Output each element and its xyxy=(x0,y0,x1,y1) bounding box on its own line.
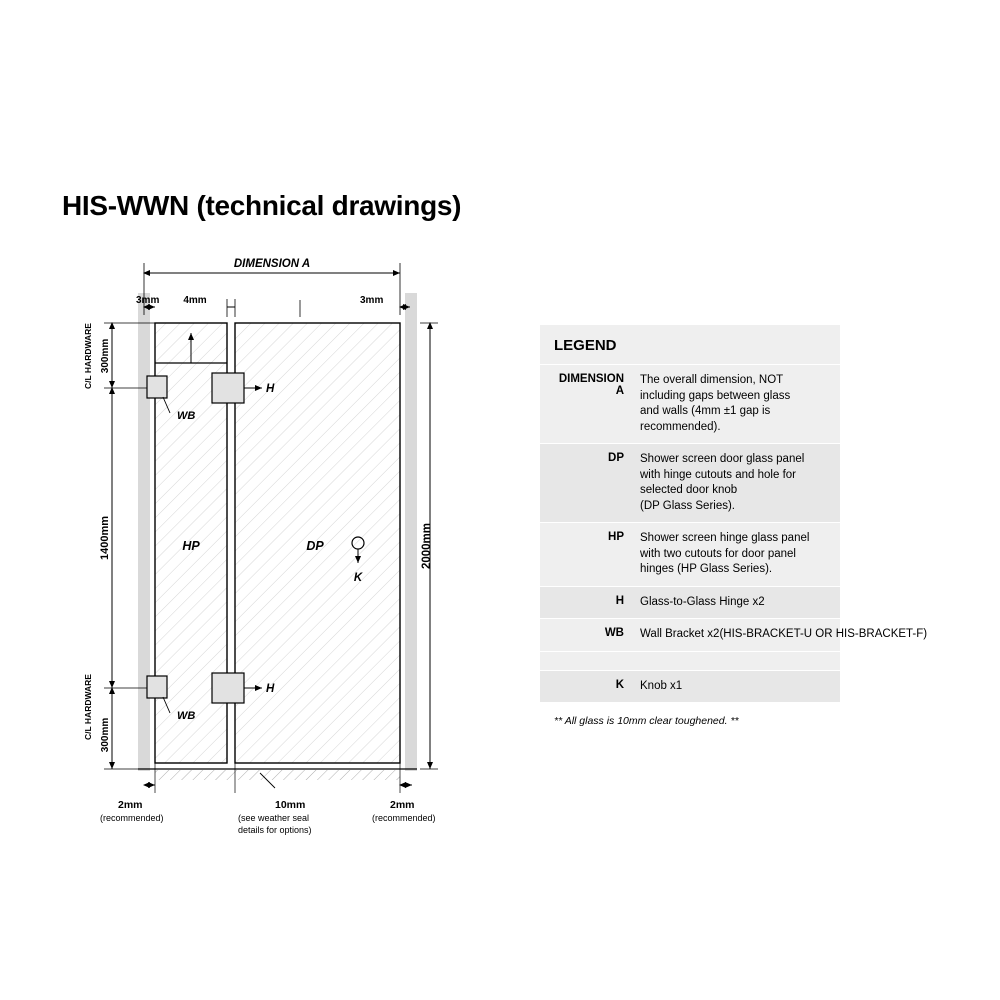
wall-bracket-bottom xyxy=(147,676,167,698)
legend-panel xyxy=(540,325,928,728)
wb-bottom-label: WB xyxy=(177,710,196,722)
legend-row xyxy=(540,619,928,652)
legend-value xyxy=(632,365,840,443)
legend-row xyxy=(540,444,840,523)
legend-row xyxy=(540,365,840,444)
dimension-a-label: DIMENSION A xyxy=(233,258,311,270)
legend-note: ** All glass is 10mm clear toughened. ** xyxy=(540,703,840,727)
legend-key: K xyxy=(615,678,624,691)
bottom-right-value: 2mm xyxy=(390,799,415,811)
wb-top-label: WB xyxy=(177,410,196,422)
legend-value-line: hinges (HP Glass Series). xyxy=(640,563,773,576)
legend-value-line: (DP Glass Series). xyxy=(640,499,736,512)
gap-right-label: 3mm xyxy=(360,295,384,306)
legend-key: H xyxy=(615,594,624,607)
legend-key: WB xyxy=(604,627,624,640)
legend-value: Knob x1 xyxy=(640,679,683,692)
wall-left xyxy=(138,293,150,771)
legend-value-line: selected door knob xyxy=(640,484,738,497)
hinge-top-label: H xyxy=(266,383,275,395)
legend-value-line: and walls (4mm ±1 gap is xyxy=(640,405,771,418)
legend-value xyxy=(632,444,840,522)
bottom-left-note: (recommended) xyxy=(100,813,164,823)
legend-value-line: Shower screen door glass panel xyxy=(640,453,805,466)
offset-top-label: 300mm xyxy=(100,338,111,374)
legend-value: Wall Bracket x2(HIS-BRACKET-U OR HIS-BRACKET-F) xyxy=(640,628,928,641)
page-title: HIS-WWN (technical drawings) xyxy=(62,190,462,221)
panel-dp-label: DP xyxy=(306,539,324,553)
bottom-mid-note-1: (see weather seal xyxy=(238,813,310,823)
legend-row xyxy=(540,523,840,587)
cl-hardware-bottom-label: C/L HARDWARE xyxy=(83,674,93,740)
drawing-svg xyxy=(60,245,520,845)
wall-right xyxy=(405,293,417,771)
legend-value-line: Shower screen hinge glass panel xyxy=(640,532,810,545)
gap-left-label: 3mm xyxy=(136,295,160,306)
legend-key: DIMENSION A xyxy=(558,373,624,397)
legend-value xyxy=(632,523,840,586)
legend-row xyxy=(540,587,840,620)
legend-value-line: recommended). xyxy=(640,420,721,433)
legend-value-line: with two cutouts for door panel xyxy=(640,547,796,560)
offset-bottom-label: 300mm xyxy=(100,717,111,753)
bottom-right-note: (recommended) xyxy=(372,813,436,823)
legend-spacer xyxy=(540,652,840,671)
cl-hardware-top-label: C/L HARDWARE xyxy=(83,323,93,389)
hinge-top xyxy=(212,373,244,403)
technical-drawing xyxy=(60,245,520,845)
hinge-bottom-label: H xyxy=(266,683,275,695)
floor-hatch xyxy=(155,770,400,780)
legend-value-line: with hinge cutouts and hole for xyxy=(640,468,796,481)
knob-label: K xyxy=(353,572,363,584)
legend-key: HP xyxy=(608,531,624,544)
gap-mid-label: 4mm xyxy=(183,295,207,306)
bottom-mid-value: 10mm xyxy=(275,799,306,811)
legend-note-wrap xyxy=(540,703,840,727)
height-mid-label: 1400mm xyxy=(99,515,111,561)
legend-value-line: The overall dimension, NOT xyxy=(640,374,784,386)
hinge-bottom xyxy=(212,673,244,703)
legend-title: LEGEND xyxy=(540,325,840,365)
panel-hp-label: HP xyxy=(182,539,200,553)
height-total-label: 2000mm xyxy=(421,522,433,570)
legend-row xyxy=(540,671,840,704)
bottom-left-value: 2mm xyxy=(118,799,143,811)
legend-value: Glass-to-Glass Hinge x2 xyxy=(640,595,765,608)
wall-bracket-top xyxy=(147,376,167,398)
legend-value-line: including gaps between glass xyxy=(640,389,791,402)
legend-key: DP xyxy=(608,452,624,465)
bottom-mid-note-2: details for options) xyxy=(238,825,312,835)
